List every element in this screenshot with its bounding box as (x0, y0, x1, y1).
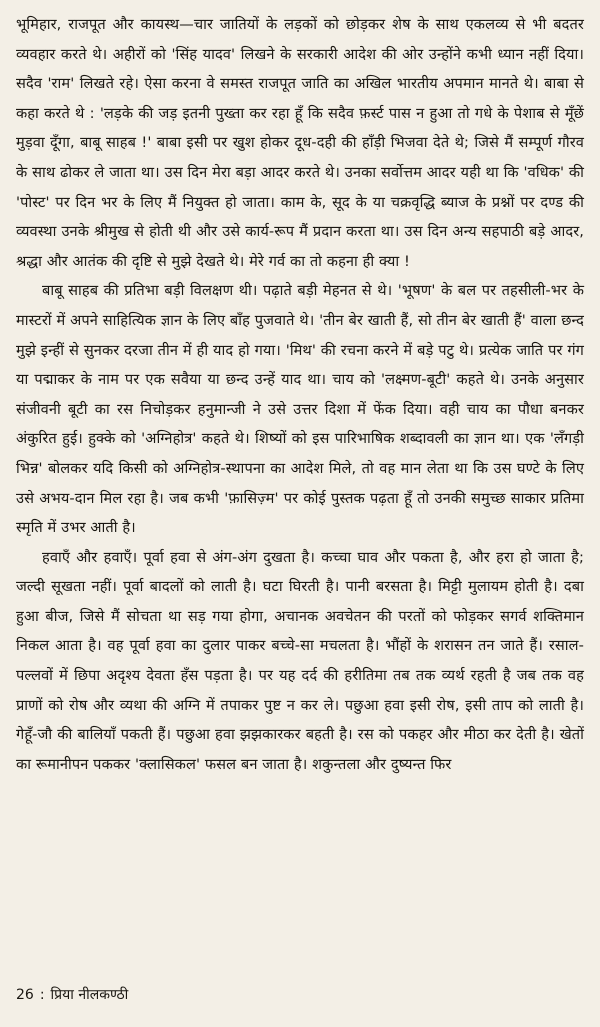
paragraph-1: भूमिहार, राजपूत और कायस्थ—चार जातियों के लड़कों को छोड़कर शेष के साथ एकलव्य से भी बदतर व्यवहार करते थे। अहीरों को 'सिंह यादव' लिखने के सरकारी आदेश की ओर उन्होंने कभी ध्यान नहीं दिया। सदैव 'राम' लिखते रहे। ऐसा करना वे समस्त राजपूत जाति का अखिल भारतीय अपमान मानते थे। बाबा से कहा करते थे : 'लड़के की जड़ इतनी पुख्ता कर रहा हूँ कि सदैव फ़र्स्ट पास न हुआ तो गधे के पेशाब से मूँछें मुड़वा दूँगा, बाबू साहब !' बाबा इसी पर खुश होकर दूध-दही की हाँड़ी भिजवा देते थे; जिसे मैं सम्पूर्ण गौरव के साथ ढोकर ले जाता था। उस दिन मेरा बड़ा आदर करते थे। उनका सर्वोत्तम आदर यही था कि 'वधिक' की 'पोस्ट' पर दिन भर के लिए मैं नियुक्त हो जाता। काम के, सूद के या चक्रवृद्धि ब्याज के प्रश्नों पर दण्ड की व्यवस्था उनके श्रीमुख से होती थी और उसे कार्य-रूप मैं प्रदान करता था। उस दिन अन्य सहपाठी बड़े आदर, श्रद्धा और आतंक की दृष्टि से मुझे देखते थे। मेरे गर्व का तो कहना ही क्या ! (16, 16, 584, 270)
page-footer (16, 985, 134, 1004)
body-text (16, 10, 584, 779)
book-title: प्रिया नीलकण्ठी (50, 987, 129, 1003)
footer-separator: : (39, 987, 45, 1003)
paragraph-2: बाबू साहब की प्रतिभा बड़ी विलक्षण थी। पढ़ाते बड़ी मेहनत से थे। 'भूषण' के बल पर तहसीली-भर के मास्टरों में अपने साहित्यिक ज्ञान के लिए बाँह पुजवाते थे। 'तीन बेर खाती हैं, सो तीन बेर खाती हैं' वाला छन्द मुझे इन्हीं से सुनकर दरजा तीन में ही याद हो गया। 'मिथ' की रचना करने में बड़े पटु थे। प्रत्येक जाति पर गंग या पद्माकर के नाम पर एक सवैया या छन्द उन्हें याद था। चाय को 'लक्ष्मण-बूटी' कहते थे। उनके अनुसार संजीवनी बूटी का रस निचोड़कर हनुमान्जी ने उसे उत्तर दिशा में फेंक दिया। वही चाय का पौधा बनकर अंकुरित हुई। हुक्के को 'अग्निहोत्र' कहते थे। शिष्यों को इस पारिभाषिक शब्दावली का ज्ञान था। एक 'लँगड़ी भिन्न' बोलकर यदि किसी को अग्निहोत्र-स्थापना का आदेश मिले, तो वह मान लेता था कि उस घण्टे के लिए उसे अभय-दान मिल रहा है। जब कभी 'फ़ासिज़्म' पर कोई पुस्तक पढ़ता हूँ तो उनकी समुच्छ साकार प्रतिमा स्मृति में उभर आती है। (16, 282, 584, 537)
paragraph-3: हवाएँ और हवाएँ। पूर्वा हवा से अंग-अंग दुखता है। कच्चा घाव और पकता है, और हरा हो जाता है; जल्दी सूखता नहीं। पूर्वा बादलों को लाती है। घटा घिरती है। पानी बरसता है। मिट्टी मुलायम होती है। दबा हुआ बीज, जिसे मैं सोचता था सड़ गया होगा, अचानक अवचेतन की परतों को फोड़कर सगर्व शक्तिमान निकल आता है। वह पूर्वा हवा का दुलार पाकर बच्चे-सा मचलता है। भौंहों के शरासन तन जाते हैं। रसाल-पल्लवों में छिपा अदृश्य देवता हँस पड़ता है। पर यह दर्द की हरीतिमा तब तक व्यर्थ रहती है जब तक वह प्राणों को रोष और व्यथा की अग्नि में तपाकर पुष्ट न कर ले। पछुआ हवा इसी रोष, इसी ताप को लाती है। गेहूँ-जौ की बालियाँ पकती हैं। पछुआ हवा झझकारकर बहती है। रस को पकहर और मीठा कर देती है। खेतों का रूमानीपन पककर 'क्लासिकल' फसल बन जाता है। शकुन्तला और दुष्यन्त फिर (16, 548, 584, 773)
page-number: 26 (16, 987, 34, 1003)
